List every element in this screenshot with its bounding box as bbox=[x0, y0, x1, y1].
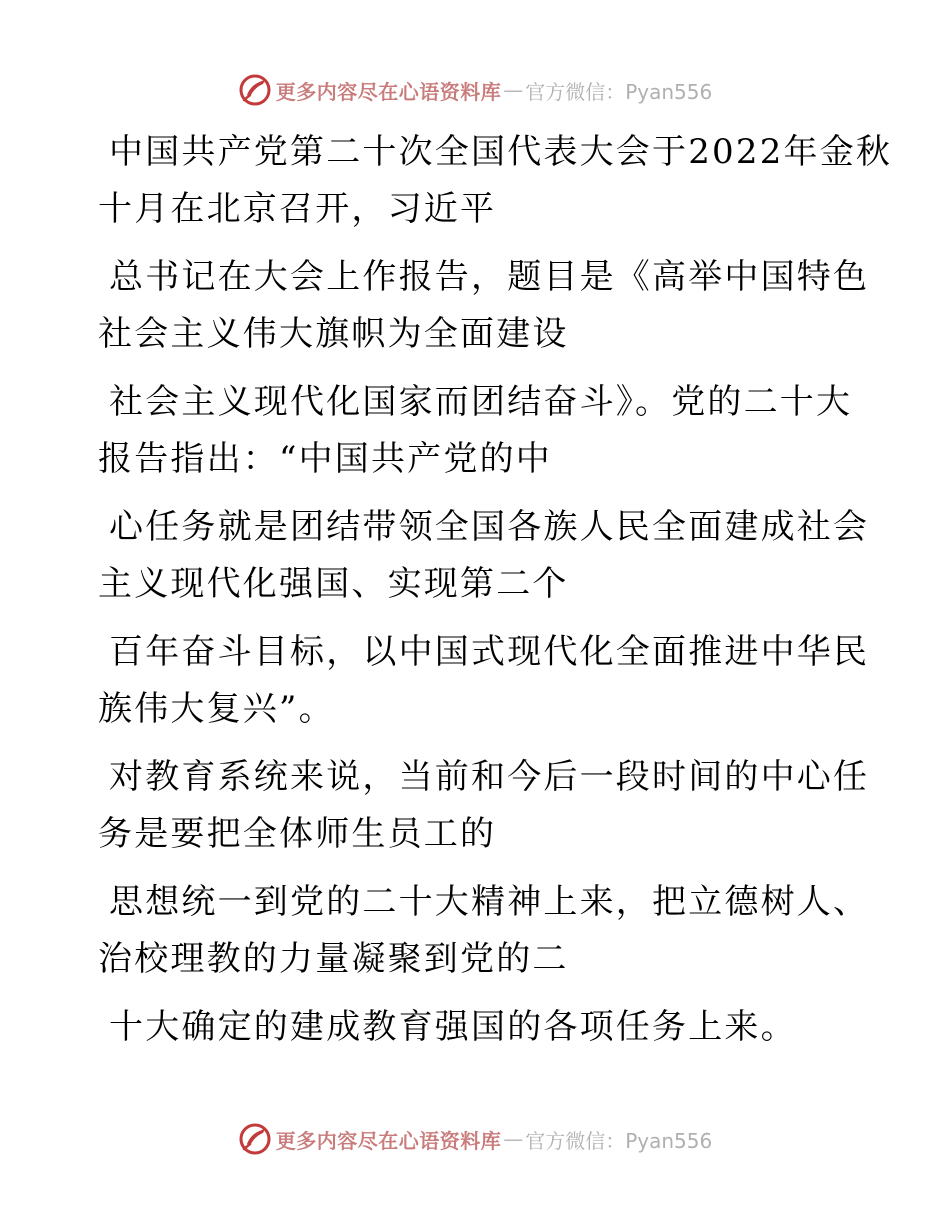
paragraph-5-line-1: 百年奋斗目标，以中国式现代化全面推进中华民 bbox=[109, 632, 870, 672]
watermark-brand: 更多内容尽在心语资料库 bbox=[275, 1128, 502, 1153]
header-watermark bbox=[0, 70, 950, 110]
paragraph-1-line-1: 中国共产党第二十次全国代表大会于2022年金秋 bbox=[109, 132, 893, 172]
paragraph-4-line-1: 心任务就是团结带领全国各族人民全面建成社会 bbox=[109, 507, 870, 547]
paragraph-6-line-2: 务是要把全体师生员工的 bbox=[98, 814, 497, 854]
pen-logo-icon bbox=[238, 1122, 272, 1156]
paragraph-1-line-2: 十月在北京召开，习近平 bbox=[98, 189, 497, 229]
pen-logo-icon bbox=[238, 73, 272, 107]
paragraph-8-line-1: 十大确定的建成教育强国的各项任务上来。 bbox=[109, 1007, 797, 1047]
paragraph-3-line-1: 社会主义现代化国家而团结奋斗》。党的二十大 bbox=[109, 382, 853, 422]
watermark-brand: 更多内容尽在心语资料库 bbox=[275, 79, 502, 104]
watermark-wechat: 官方微信：Pyan556 bbox=[525, 1128, 713, 1153]
paragraph-6-line-1: 对教育系统来说，当前和今后一段时间的中心任 bbox=[109, 757, 870, 797]
watermark-dash: — bbox=[503, 78, 524, 102]
paragraph-7-line-2: 治校理教的力量凝聚到党的二 bbox=[98, 939, 569, 979]
footer-watermark bbox=[0, 1119, 950, 1159]
paragraph-5-line-2: 族伟大复兴”。 bbox=[98, 689, 335, 729]
watermark-dash: — bbox=[503, 1127, 524, 1151]
article-body bbox=[98, 124, 893, 1056]
paragraph-2-line-1: 总书记在大会上作报告，题目是《高举中国特色 bbox=[109, 257, 870, 297]
watermark-wechat: 官方微信：Pyan556 bbox=[525, 79, 713, 104]
paragraph-7-line-1: 思想统一到党的二十大精神上来，把立德树人、 bbox=[109, 882, 870, 922]
paragraph-4-line-2: 主义现代化强国、实现第二个 bbox=[98, 564, 569, 604]
paragraph-3-line-2: 报告指出：“中国共产党的中 bbox=[98, 439, 552, 479]
paragraph-2-line-2: 社会主义伟大旗帜为全面建设 bbox=[98, 314, 569, 354]
